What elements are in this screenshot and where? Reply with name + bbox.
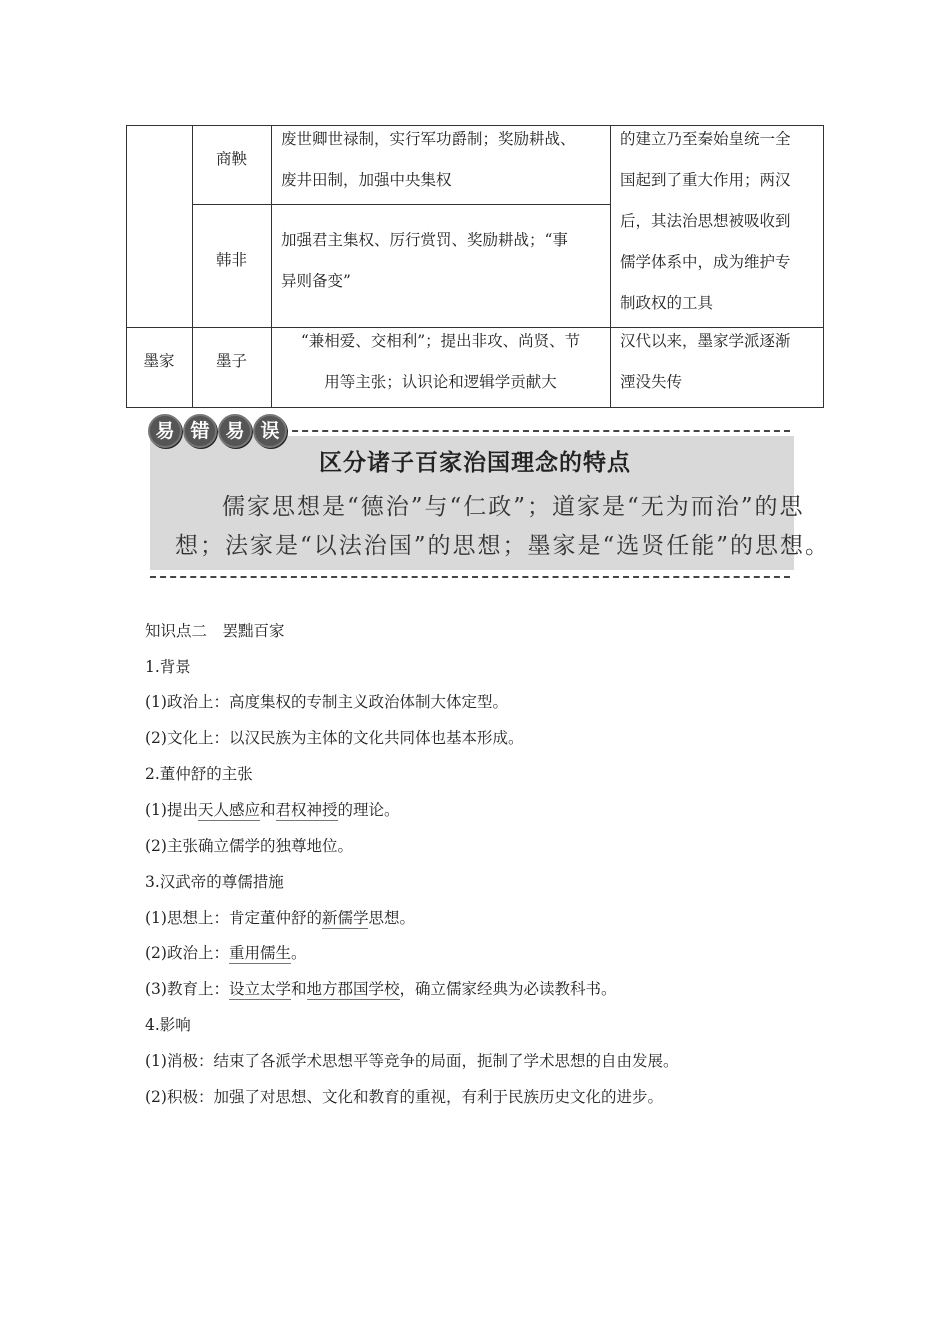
idea-shangyang-line1: 废世卿世禄制，实行军功爵制；奖励耕战、: [281, 130, 576, 148]
school-mohism: 墨家: [143, 352, 175, 370]
table-border-bottom: [126, 407, 824, 408]
person-mozi: 墨子: [215, 352, 247, 370]
paragraph: (2)积极：加强了对思想、文化和教育的重视，有利于民族历史文化的进步。: [145, 1088, 663, 1106]
table-border-right: [823, 125, 824, 408]
heading-emperor-wu: 3.汉武帝的尊儒措施: [145, 873, 284, 891]
idea-mozi-line1: “兼相爱、交相利”；提出非攻、尚贤、节: [300, 332, 581, 350]
influence-mohist-line1: 汉代以来，墨家学派逐渐: [620, 332, 791, 350]
influence-legalist-line5: 制政权的工具: [620, 294, 714, 312]
badge-char: 易: [148, 414, 182, 448]
paragraph: (1)政治上：高度集权的专制主义政治体制大体定型。: [145, 693, 508, 711]
idea-hanfei-line2: 异则备变”: [281, 272, 351, 290]
influence-mohist-line2: 湮没失传: [620, 373, 683, 391]
keyword-underlined: 天人感应: [197, 801, 260, 819]
notice-line2: 想；法家是“以法治国”的思想；墨家是“选贤任能”的思想。: [175, 533, 831, 559]
badge-char: 错: [183, 414, 217, 448]
person-shangyang: 商鞅: [215, 150, 247, 168]
keyword-underlined: 君权神授: [275, 801, 338, 819]
notice-badge: [148, 414, 287, 448]
idea-shangyang-line2: 废井田制，加强中央集权: [281, 171, 452, 189]
paragraph: (1)提出天人感应和君权神授的理论。: [145, 801, 400, 819]
notice-divider-bottom: [150, 576, 790, 578]
badge-char: 易: [218, 414, 252, 448]
heading-influence: 4.影响: [145, 1016, 191, 1034]
paragraph: (1)思想上：肯定董仲舒的新儒学思想。: [145, 909, 415, 927]
paragraph: (2)主张确立儒学的独尊地位。: [145, 837, 353, 855]
schools-table: [126, 125, 824, 408]
heading-background: 1.背景: [145, 658, 191, 676]
keyword-underlined: 地方郡国学校: [306, 980, 400, 998]
keyword-underlined: 设立太学: [228, 980, 291, 998]
person-hanfei: 韩非: [215, 251, 247, 269]
idea-mozi-line2: 用等主张；认识论和逻辑学贡献大: [324, 373, 557, 391]
badge-char: 误: [253, 414, 287, 448]
paragraph: (2)文化上：以汉民族为主体的文化共同体也基本形成。: [145, 729, 524, 747]
influence-legalist-line2: 国起到了重大作用；两汉: [620, 171, 791, 189]
paragraph: (1)消极：结束了各派学术思想平等竞争的局面，扼制了学术思想的自由发展。: [145, 1052, 679, 1070]
paragraph: (3)教育上：设立太学和地方郡国学校，确立儒家经典为必读教科书。: [145, 980, 617, 998]
influence-legalist-line1: 的建立乃至秦始皇统一全: [620, 130, 791, 148]
idea-hanfei-line1: 加强君主集权、厉行赏罚、奖励耕战；“事: [281, 231, 568, 249]
table-row-line: [192, 204, 611, 205]
notice-divider-top: [272, 430, 790, 432]
keyword-underlined: 新儒学: [321, 909, 369, 927]
keyword-underlined: 重用儒生: [228, 944, 291, 962]
influence-legalist-line4: 儒学体系中，成为维护专: [620, 253, 791, 271]
paragraph: (2)政治上：重用儒生。: [145, 944, 307, 962]
section-heading: 知识点二 罢黜百家: [145, 622, 285, 640]
influence-legalist-line3: 后，其法治思想被吸收到: [620, 212, 791, 230]
notice-title: 区分诸子百家治国理念的特点: [319, 450, 631, 476]
heading-dong-zhongshu: 2.董仲舒的主张: [145, 765, 253, 783]
notice-line1: 儒家思想是“德治”与“仁政”；道家是“无为而治”的思: [222, 494, 805, 520]
